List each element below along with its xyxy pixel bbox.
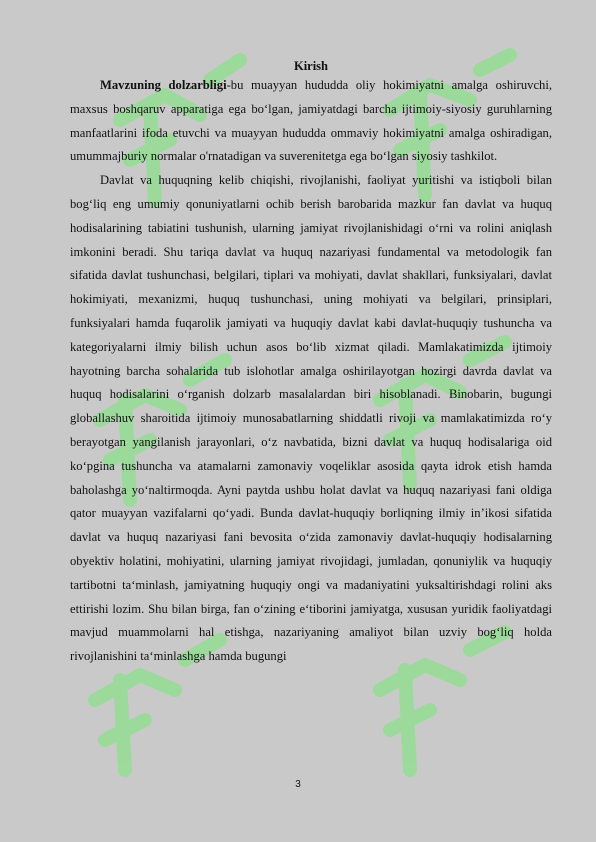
page-title: Kirish (293, 59, 329, 73)
paragraph-1-lead: Mavzuning dolzarbligi (100, 78, 227, 92)
paragraph-2: Davlat va huquqning kelib chiqishi, rivojlanishi, faoliyat yuritishi va istiqboli bilan bog‘liq eng umumiy qonuniyatlarni ochib berish barobarida mazkur fan davlat va huquq hodisalarining tabiatini tushunish, ularning jamiyat rivojlanishidagi o‘rni va rolini aniqlash imkonini beradi. Shu tariqa davlat va huquq nazariyasi fundamental va metodologik fan sifatida davlat tushunchasi, belgilari, tiplari va mohiyati, davlat shakllari, funksiyalari, davlat hokimiyati, mexanizmi, huquq tushunchasi, uning mohiyati va belgilari, prinsiplari, funksiyalari hamda fuqarolik jamiyati va huquqiy davlat kabi davlat-huquqiy tushuncha va kategoriyalarni ilmiy bilish uchun asos bo‘lib xizmat qiladi. Mamlakatimizda ijtimoiy hayotning barcha sohalarida tub islohotlar amalga oshirilayotgan hozirgi davrda davlat va huquq hodisalarini o‘rganish dolzarb masalalardan biri hisoblanadi. Binobarin, bugungi globallashuv sharoitida ijtimoiy munosabatlarning shiddatli rivoji va mamlakatimizda ro‘y berayotgan yangilanish jarayonlari, o‘z navbatida, bizni davlat va huquq hodisalariga oid ko‘pgina tushuncha va atamalarni zamonaviy voqeliklar asosida qayta idrok etish hamda baholashga yo‘naltirmoqda. Ayni paytda ushbu holat davlat va huquq nazariyasi fani oldiga qator muayyan vazifalarni qo‘yadi. Bunda davlat-huquqiy borliqning ilmiy in’ikosi sifatida davlat va huquq nazariyasi fani bevosita o‘zida zamonaviy davlat-huquqiy hodisalarning obyektiv holatini, mohiyatini, ularning jamiyat rivojidagi, jumladan, qonuniylik va huquqiy tartibotni ta‘minlash, jamiyatning huquqiy ongi va madaniyatini yuksaltirishdagi rolini aks ettirishi lozim. Shu bilan birga, fan o‘zining e‘tiborini jamiyatga, xususan yuridik faoliyatdagi mavjud muammolarni hal etishga, nazariyaning amaliyot bilan uzviy bog‘liq holda rivojlanishini ta‘minlashga hamda bugungi (70, 173, 552, 664)
paragraph-1 (70, 74, 552, 169)
document-page (70, 58, 552, 669)
paragraph-1-text: -bu muayyan hududda oliy hokimiyatni amalga oshiruvchi, maxsus boshqaruv apparatiga ega bo‘lgan, jamiyatdagi barcha ijtimoiy-siyosiy guruhlarning manfaatlarini ifoda etuvchi va muayyan hududda ommaviy hokimiyatni amalga oshiradigan, umummajburiy normalar o'rnatadigan va suverenitetga ega bo‘lgan siyosiy tashkilot. (70, 78, 552, 164)
page-number: 3 (295, 779, 301, 790)
